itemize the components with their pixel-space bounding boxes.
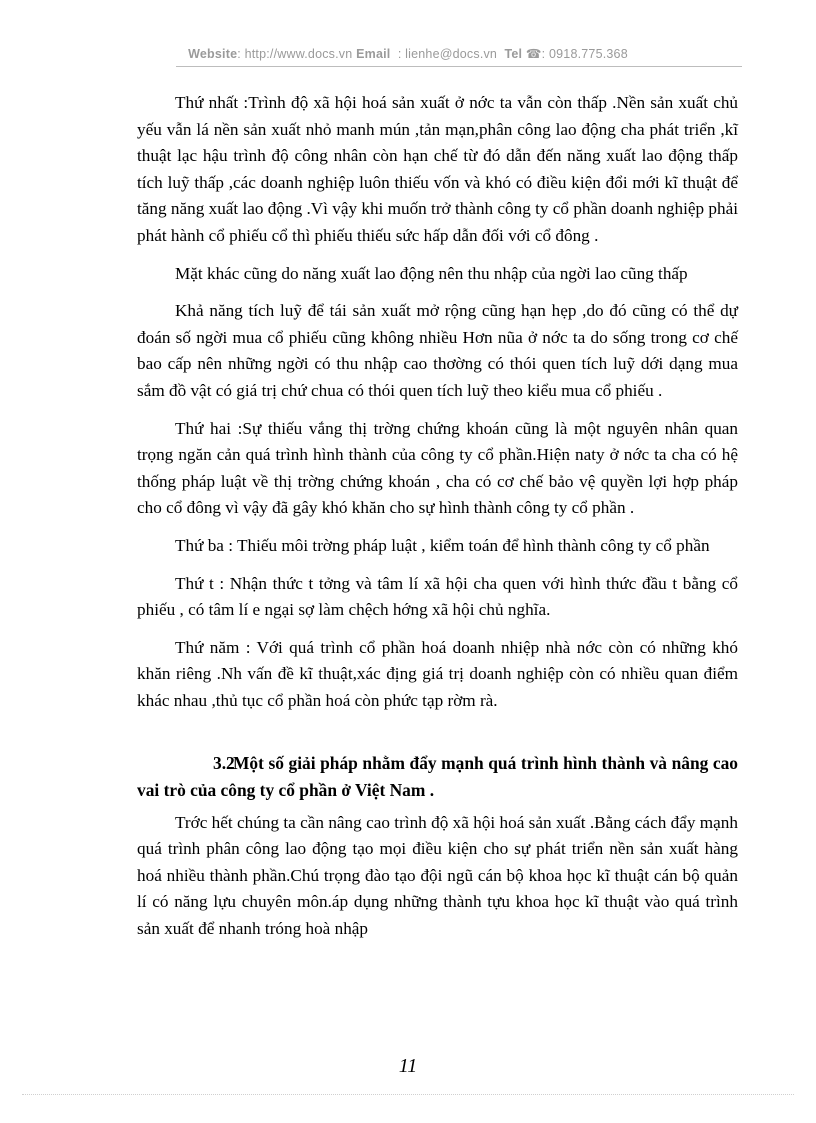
paragraph-fifth [137, 635, 738, 715]
email-value: : lienhe@docs.vn [397, 47, 498, 61]
website-value: : http://www.docs.vn [237, 47, 353, 61]
website-label: Website [188, 47, 238, 61]
paragraph-text: : Nhận thức t tởng và tâm lí xã hội cha quen với hình thức đầu t bằng cổ phiếu , có tâm lí e ngại sợ làm chệch hớng xã hội chủ nghĩa. [137, 573, 739, 620]
paragraph-first [137, 90, 738, 250]
paragraph-text: Khả năng tích luỹ để tái sản xuất mở rộng cũng hạn hẹp ,do đó cũng có thể dự đoán số ngời mua cổ phiếu cũng không nhiều Hơn nũa ở nớc ta do sống trong cơ chế bao cấp nên những ngời có thu nhập cao thơờng có thói quen tích luỹ dới dạng mua sắm đồ vật có giá trị chứ chua có thói quen tích luỹ theo kiểu mua cổ phiếu . [137, 301, 738, 400]
page-header [0, 46, 816, 61]
paragraph-second [137, 416, 738, 522]
paragraph-lead: Thứ t [175, 573, 214, 593]
paragraph-text: Trớc hết chúng ta cần nâng cao trình độ xã hội hoá sản xuất .Bằng cách đẩy mạnh quá trình phân công lao động tạo mọi điều kiện cho sự phát triển nền sản xuất hàng hoá nhiều thành phần.Chú trọng đào tạo đội ngũ cán bộ khoa học kĩ thuật cán bộ quản lí có năng lựu chuyên môn.áp dụng những thành tựu khoa học kĩ thuật vào quá trình sản xuất để nhanh tróng hoà nhập [137, 812, 738, 939]
paragraph-lead: Thứ nhất [175, 93, 239, 112]
email-label: Email [356, 47, 391, 61]
paragraph-text: : Thiếu môi trờng pháp luật , kiểm toán để hình thành công ty cổ phần [223, 535, 710, 555]
footer-divider [22, 1094, 794, 1095]
document-body [137, 90, 738, 954]
paragraph-text: Mặt khác cũng do năng xuất lao động nên thu nhập của ngời lao cũng thấp [175, 263, 688, 283]
tel-label: Tel [504, 47, 523, 61]
paragraph-text: :Trình độ xã hội hoá sản xuất ở nớc ta vẫn còn thấp .Nền sản xuất chủ yếu vẫn lá nền sản xuất nhỏ manh mún ,tản mạn,phân công lao động cha phát triển ,kĩ thuật lạc hậu trình độ công nhân còn hạn chế từ đó dẫn đến năng xuất lao động thấp tích luỹ thấp ,các doanh nghiệp luôn thiếu vốn và khó có điều kiện đổi mới kĩ thuật để tăng năng xuất lao động .Vì vậy khi muốn trở thành công ty cổ phần doanh nghiệp phải phát hành cổ phiếu cổ thì phiếu thiếu sức hấp dẫn đối với cổ đông . [137, 93, 739, 245]
paragraph-lead: Thứ ba [175, 535, 224, 555]
paragraph-text: : Với quá trình cổ phần hoá doanh nhiệp nhà nớc còn có những khó khăn riêng .Nh vấn đề kĩ thuật,xác địng giá trị doanh nghiệp còn có nhiều quan điểm khác nhau ,thủ tục cổ phần hoá còn phức tạp rờm rà. [137, 637, 738, 710]
section-title: Một số giải pháp nhằm đẩy mạnh quá trình hình thành và nâng cao vai trò của công ty cổ phần ở Việt Nam . [137, 753, 738, 801]
paragraph-text: :Sự thiếu vắng thị trờng chứng khoán cũng là một nguyên nhân quan trọng ngăn cản quá trình hình thành của công ty cổ phần.Hiện naty ở nớc ta cha có hệ thống pháp luật về thị trờng chứng khoán , cha có cơ chế bảo vệ quyền lợi hợp pháp cho cổ đông vì vậy đã gây khó khăn cho sự hình thành công ty cổ phần . [137, 418, 739, 518]
paragraph-accumulation [137, 298, 738, 404]
paragraph-income [137, 261, 738, 288]
paragraph-third [137, 533, 738, 560]
page-number: 11 [398, 1055, 418, 1077]
section-number: 3.2 [213, 753, 235, 774]
section-heading [137, 750, 738, 803]
paragraph-fourth [137, 571, 738, 624]
header-divider [176, 66, 742, 67]
tel-value: ☎: 0918.775.368 [525, 47, 628, 61]
paragraph-lead: Thứ hai [175, 418, 232, 438]
paragraph-solution [137, 810, 738, 943]
paragraph-lead: Thứ năm [175, 637, 240, 657]
